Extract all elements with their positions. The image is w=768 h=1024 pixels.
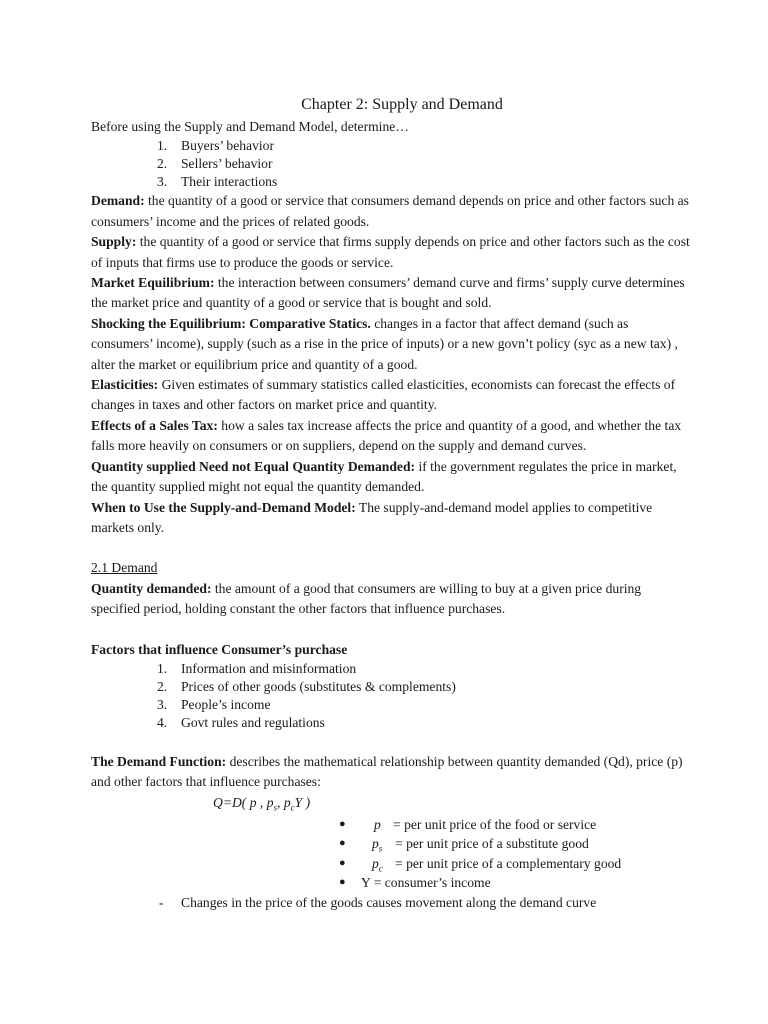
list-text: Buyers’ behavior <box>181 138 274 154</box>
dash-bullet: - <box>159 894 164 910</box>
definition-text: Given estimates of summary statistics called elasticities, economists can forecast the effects of changes in taxes and other factors on market price and quantity. <box>91 377 676 413</box>
variable-description: Y = consumer’s income <box>361 875 491 891</box>
variable-description: = per unit price of the food or service <box>393 816 597 832</box>
definition-term: The Demand Function: <box>91 753 227 769</box>
list-number: 2. <box>157 156 168 172</box>
factors-list <box>91 660 691 732</box>
definition-supply <box>91 232 691 273</box>
bullet-icon: ● <box>339 876 346 889</box>
list-text: Information and misinformation <box>181 660 357 676</box>
variable-item <box>91 873 691 893</box>
list-item <box>91 137 691 155</box>
note-text: Changes in the price of the goods causes movement along the demand curve <box>181 894 597 910</box>
section-heading <box>91 558 691 578</box>
list-item <box>91 696 691 714</box>
bullet-icon: ● <box>339 817 346 830</box>
definition-text: describes the mathematical relationship between quantity demanded (Qd), price (p) and other factors that influence purchases: <box>91 753 683 790</box>
variable-symbol: p <box>374 816 381 832</box>
page-title: Chapter 2: Supply and Demand <box>301 96 503 113</box>
list-item <box>91 714 691 732</box>
list-number: 3. <box>157 174 168 190</box>
determine-list <box>91 137 691 191</box>
definition-text: the quantity of a good or service that firms supply depends on price and other factors such as the cost of inputs that firms use to produce the goods or service. <box>91 234 690 270</box>
list-item <box>91 660 691 678</box>
list-text: People’s income <box>181 696 271 712</box>
list-number: 3. <box>157 696 168 712</box>
variable-item <box>91 815 691 835</box>
variable-item <box>91 834 691 854</box>
definition-text: The supply-and-demand model applies to competitive markets only. <box>91 499 653 535</box>
variable-description: = per unit price of a substitute good <box>395 836 589 852</box>
section-heading-text: 2.1 Demand <box>91 560 158 576</box>
definition-text: changes in a factor that affect demand (such as consumers’ income), supply (such as a rise in the price of inputs) or a new govn’t policy (syc as a new tax) , alter the market or equilibrium price and quantity of a good. <box>91 315 678 372</box>
note-item <box>91 893 691 913</box>
definition-quantity-supplied <box>91 457 691 498</box>
list-item <box>91 678 691 696</box>
definition-elasticities <box>91 375 691 416</box>
intro-text: Before using the Supply and Demand Model, determine… <box>91 119 409 134</box>
definition-sales-tax <box>91 416 691 457</box>
demand-equation: Q=D( p , $p_s$, $p_cY$ ) <box>213 794 311 813</box>
definition-term: Quantity demanded: <box>91 580 212 596</box>
variable-list <box>91 815 691 893</box>
definition-demand-function <box>91 752 691 793</box>
list-text: Their interactions <box>181 174 278 190</box>
variable-symbol: $p_c$ <box>372 855 383 874</box>
list-number: 1. <box>157 138 168 154</box>
list-text: Govt rules and regulations <box>181 714 325 730</box>
list-item <box>91 173 691 191</box>
definition-text: the interaction between consumers’ demand curve and firms’ supply curve determines the market price and quantity of a good or service that is bought and sold. <box>91 275 685 311</box>
definition-when-to-use <box>91 498 691 539</box>
variable-description: = per unit price of a complementary good <box>395 855 622 871</box>
spacer <box>91 538 691 558</box>
list-text: Sellers’ behavior <box>181 156 273 172</box>
bullet-icon: ● <box>339 856 346 869</box>
variable-symbol: $p_s$ <box>372 836 383 854</box>
list-number: 4. <box>157 714 168 730</box>
definition-term: Shocking the Equilibrium: Comparative Statics. <box>91 315 371 331</box>
list-number: 1. <box>157 660 168 676</box>
definition-demand <box>91 191 691 232</box>
definition-term: Supply: <box>91 234 137 250</box>
definition-text: how a sales tax increase affects the price and quantity of a good, and whether the tax falls more heavily on consumers or on suppliers, depend on the supply and demand curves. <box>91 417 682 454</box>
definition-term: Effects of a Sales Tax: <box>91 417 218 433</box>
bullet-icon: ● <box>339 837 346 850</box>
definitions <box>91 191 691 538</box>
spacer <box>91 732 691 752</box>
definition-term: Quantity supplied Need not Equal Quantity Demanded: <box>91 458 416 474</box>
definition-shocking-equilibrium <box>91 314 691 375</box>
definition-term: When to Use the Supply-and-Demand Model: <box>91 499 356 515</box>
factors-heading <box>91 640 691 660</box>
variable-item <box>91 854 691 874</box>
definition-quantity-demanded <box>91 579 691 620</box>
list-item <box>91 155 691 173</box>
definition-term: Market Equilibrium: <box>91 275 215 291</box>
definition-text: if the government regulates the price in market, the quantity supplied might not equal the quantity demanded. <box>91 458 677 495</box>
definition-text: the quantity of a good or service that consumers demand depends on price and other factors such as consumers’ income and the prices of related goods. <box>91 193 689 229</box>
spacer <box>91 620 691 640</box>
definition-market-equilibrium <box>91 273 691 314</box>
list-number: 2. <box>157 678 168 694</box>
document-page <box>91 95 691 913</box>
list-text: Prices of other goods (substitutes & complements) <box>181 678 456 694</box>
definition-term: Elasticities: <box>91 377 159 393</box>
definition-term: Demand: <box>91 193 145 209</box>
factors-heading-text: Factors that influence Consumer’s purchase <box>91 641 348 657</box>
definition-text: the amount of a good that consumers are willing to buy at a given price during specified period, holding constant the other factors that influence purchases. <box>91 580 642 617</box>
